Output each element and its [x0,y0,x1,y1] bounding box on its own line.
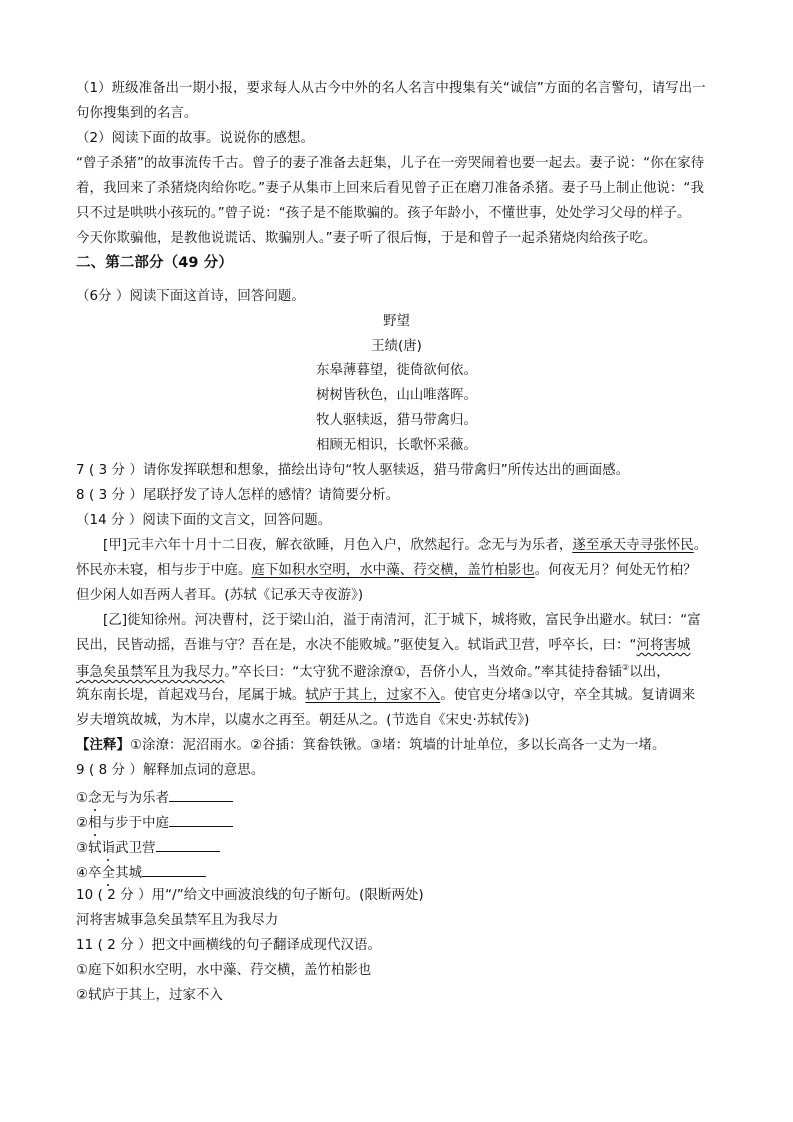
q9-item-3: ③轼诣武卫营 [76,839,726,855]
underlined-phrase: 遂至承天寺寻张怀民 [572,538,694,553]
question-11-title: 11 ( 2 分 ）把文中画横线的句子翻译成现代汉语。 [76,938,381,953]
dotted-word: 诣 [101,841,116,856]
q1-line-1: （1）班级准备出一期小报，要求每人从古今中外的名人名言中搜集有关“诚信”方面的名言警句，请写出一 [76,81,706,96]
story-line-4: 今天你欺骗他，是教他说谎话、欺骗别人。”妻子听了很后悔，于是和曾子一起杀猪烧肉给孩子吃。 [76,231,657,246]
q11-item-1: ①庭下如积水空明，水中藻、荇交横，盖竹柏影也 [76,963,372,978]
jia-line-1: [甲]元丰六年十月十二日夜，解衣欲睡，月色入户，欣然起行。念无与为乐者，遂至承天寺寻张怀民。 [103,538,708,553]
annotation-notes: 【注释】①涂潦：泥沼雨水。②谷插：箕畚铁锹。③堵：筑墙的计址单位，多以长高各一丈为一堵。 [76,738,666,753]
yi-line-3: 事急矣虽禁军且为我尽力。”卒长曰：“太守犹不避涂潦①，吾侪小人，当效命。”率其徒持畚锸②以出， [76,663,670,680]
prose-intro: （14 分 ）阅读下面的文言文，回答问题。 [76,513,332,528]
q9-item-1: ①念无与为乐者 [76,789,726,805]
q2-title: （2）阅读下面的故事。说说你的感想。 [76,131,314,146]
yi-line-1: [乙]徙知徐州。河决曹村，泛于梁山泊，溢于南清河，汇于城下，城将败，富民争出避水。轼曰：“富 [103,613,701,628]
jia-line-3: 但少闲人如吾两人者耳。(苏轼《记承天寺夜游》) [76,588,364,603]
q9-item-4: ④卒全其城 [76,864,726,880]
q11-item-2: ②轼庐于其上，过家不入 [76,988,224,1003]
answer-blank[interactable] [169,789,233,802]
poem-line-4: 相顾无相识，长歌怀采薇。 [316,438,477,453]
question-7: 7 ( 3 分 ）请你发挥联想和想象，描绘出诗句“牧人驱犊返，猎马带禽归”所传达出的画面感。 [76,463,630,478]
answer-blank[interactable] [156,839,220,852]
yi-line-2: 民出，民皆动摇，吾谁与守？吾在是，水决不能败城。”驱使复入。轼诣武卫营，呼卒长，曰：“河将害城 [76,638,691,653]
underlined-sentence-2: 轼庐于其上，过家不入 [305,688,441,703]
poem-title: 野望 [383,314,410,329]
story-line-1: “曾子杀猪”的故事流传千古。曾子的妻子准备去赶集，儿子在一旁哭闹着也要一起去。妻子说：“你在家待 [76,156,705,171]
poem-line-3: 牧人驱犊返，猎马带禽归。 [316,413,477,428]
wavy-sentence-part-2: 事急矣虽禁军且为我尽力 [76,665,225,680]
question-10-sentence: 河将害城事急矣虽禁军且为我尽力 [76,913,279,928]
dotted-word: 相 [88,816,102,831]
answer-blank[interactable] [169,814,233,827]
story-line-2: 着，我回来了杀猪烧肉给你吃。”妻子从集市上回来后看见曾子正在磨刀准备杀猪。妻子马上制止他说：“我 [76,181,704,196]
poem-author: 王绩(唐) [371,339,422,354]
q9-item-2: ②相与步于中庭 [76,814,726,830]
underlined-sentence-1: 庭下如积水空明，水中藻、荇交横，盖竹柏影也 [251,563,535,578]
jia-line-2: 怀民亦未寝，相与步于中庭。庭下如积水空明，水中藻、荇交横，盖竹柏影也。何夜无月？何处无竹柏？ [76,563,697,578]
part-two-header: 二、第二部分（49 分） [76,255,233,271]
poem-line-1: 东皋薄暮望，徙倚欲何依。 [316,363,477,378]
question-9-title: 9 ( 8 分 ）解释加点词的意思。 [76,763,265,778]
yi-line-5: 岁夫增筑故城，为木岸，以虞水之再至。朝廷从之。(节选自《宋史·苏轼传》) [76,713,530,728]
poem-line-2: 树树皆秋色，山山唯落晖。 [316,388,477,403]
q1-line-2: 句你搜集到的名言。 [76,106,198,121]
question-8: 8 ( 3 分 ）尾联抒发了诗人怎样的感情？请简要分析。 [76,488,400,503]
dotted-word: 全 [101,866,116,881]
dotted-word: 念 [88,791,102,806]
question-10-title: 10 ( 2 分 ）用“/”给文中画波浪线的句子断句。(限断两处) [76,888,424,903]
answer-blank[interactable] [142,864,206,877]
poem-intro: （6分 ）阅读下面这首诗，回答问题。 [76,289,305,304]
yi-line-4: 筑东南长堤，首起戏马台，尾属于城。轼庐于其上，过家不入。使官吏分堵③以守，卒全其城。复请调来 [76,688,696,703]
wavy-sentence-part-1: 河将害城 [636,638,691,653]
story-line-3: 只不过是哄哄小孩玩的。”曾子说：“孩子是不能欺骗的。孩子年龄小，不懂世事，处处学习父母的样子。 [76,206,691,221]
